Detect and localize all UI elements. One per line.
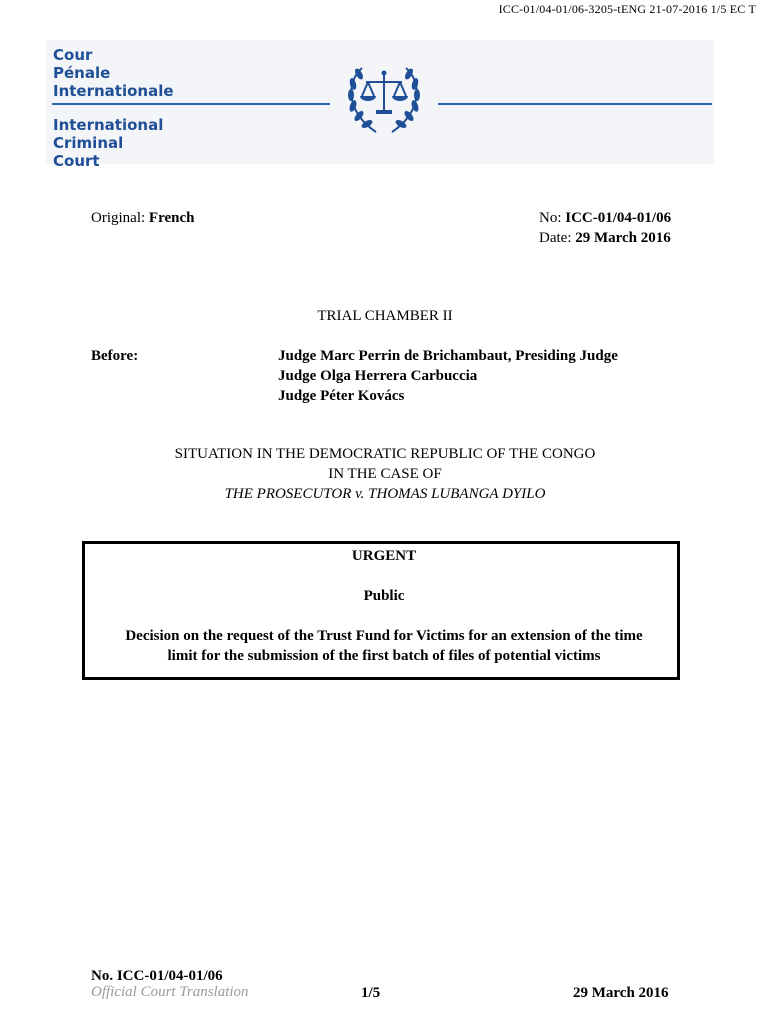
decision-title-line1: Decision on the request of the Trust Fund for Victims for an extension of the time bbox=[125, 628, 643, 644]
footer-date: 29 March 2016 bbox=[573, 985, 669, 1001]
footer-page-number: 1/5 bbox=[361, 985, 381, 1001]
situation-line2: IN THE CASE OF bbox=[328, 466, 442, 482]
court-name-fr-line3: Internationale bbox=[53, 82, 174, 100]
court-name-en-line1: International bbox=[53, 116, 164, 134]
letterhead-rule-left bbox=[52, 103, 330, 105]
document-stamp: ICC-01/04-01/06-3205-tENG 21-07-2016 1/5 EC T bbox=[498, 2, 756, 16]
case-number-label: No: bbox=[539, 210, 562, 226]
letterhead-rule-right bbox=[438, 103, 712, 105]
judges-list bbox=[278, 346, 618, 406]
scales-of-justice-laurel-icon bbox=[332, 56, 436, 140]
court-name-fr-line2: Pénale bbox=[53, 64, 111, 82]
classification-label: Public bbox=[363, 588, 405, 604]
court-name-fr-line1: Cour bbox=[53, 46, 93, 64]
judge-presiding: Judge Marc Perrin de Brichambaut, Presiding Judge bbox=[278, 348, 618, 364]
court-name-english bbox=[53, 116, 163, 170]
case-reference bbox=[539, 208, 671, 248]
case-date-line bbox=[539, 228, 671, 248]
original-value: French bbox=[148, 210, 195, 226]
original-language bbox=[91, 208, 194, 228]
situation-heading bbox=[0, 444, 770, 504]
chamber-heading: TRIAL CHAMBER II bbox=[317, 308, 453, 324]
court-name-en-line3: Court bbox=[53, 152, 100, 170]
original-label: Original: bbox=[91, 210, 146, 226]
case-title: THE PROSECUTOR v. THOMAS LUBANGA DYILO bbox=[224, 486, 546, 502]
situation-line1: SITUATION IN THE DEMOCRATIC REPUBLIC OF THE CONGO bbox=[174, 446, 596, 462]
decision-title-line2: limit for the submission of the first batch of files of potential victims bbox=[167, 648, 601, 664]
judge-second: Judge Olga Herrera Carbuccia bbox=[278, 368, 478, 384]
urgent-label: URGENT bbox=[351, 548, 417, 564]
case-number-value: ICC-01/04-01/06 bbox=[565, 210, 672, 226]
case-number-line bbox=[539, 208, 671, 228]
footer-translation-note: Official Court Translation bbox=[91, 984, 249, 1000]
case-date-value: 29 March 2016 bbox=[575, 230, 671, 246]
before-label: Before: bbox=[91, 348, 139, 364]
footer-case-number: No. ICC-01/04-01/06 bbox=[91, 968, 223, 984]
court-name-en-line2: Criminal bbox=[53, 134, 124, 152]
court-name-french bbox=[53, 46, 174, 100]
judge-third: Judge Péter Kovács bbox=[278, 388, 405, 404]
case-date-label: Date: bbox=[539, 230, 572, 246]
